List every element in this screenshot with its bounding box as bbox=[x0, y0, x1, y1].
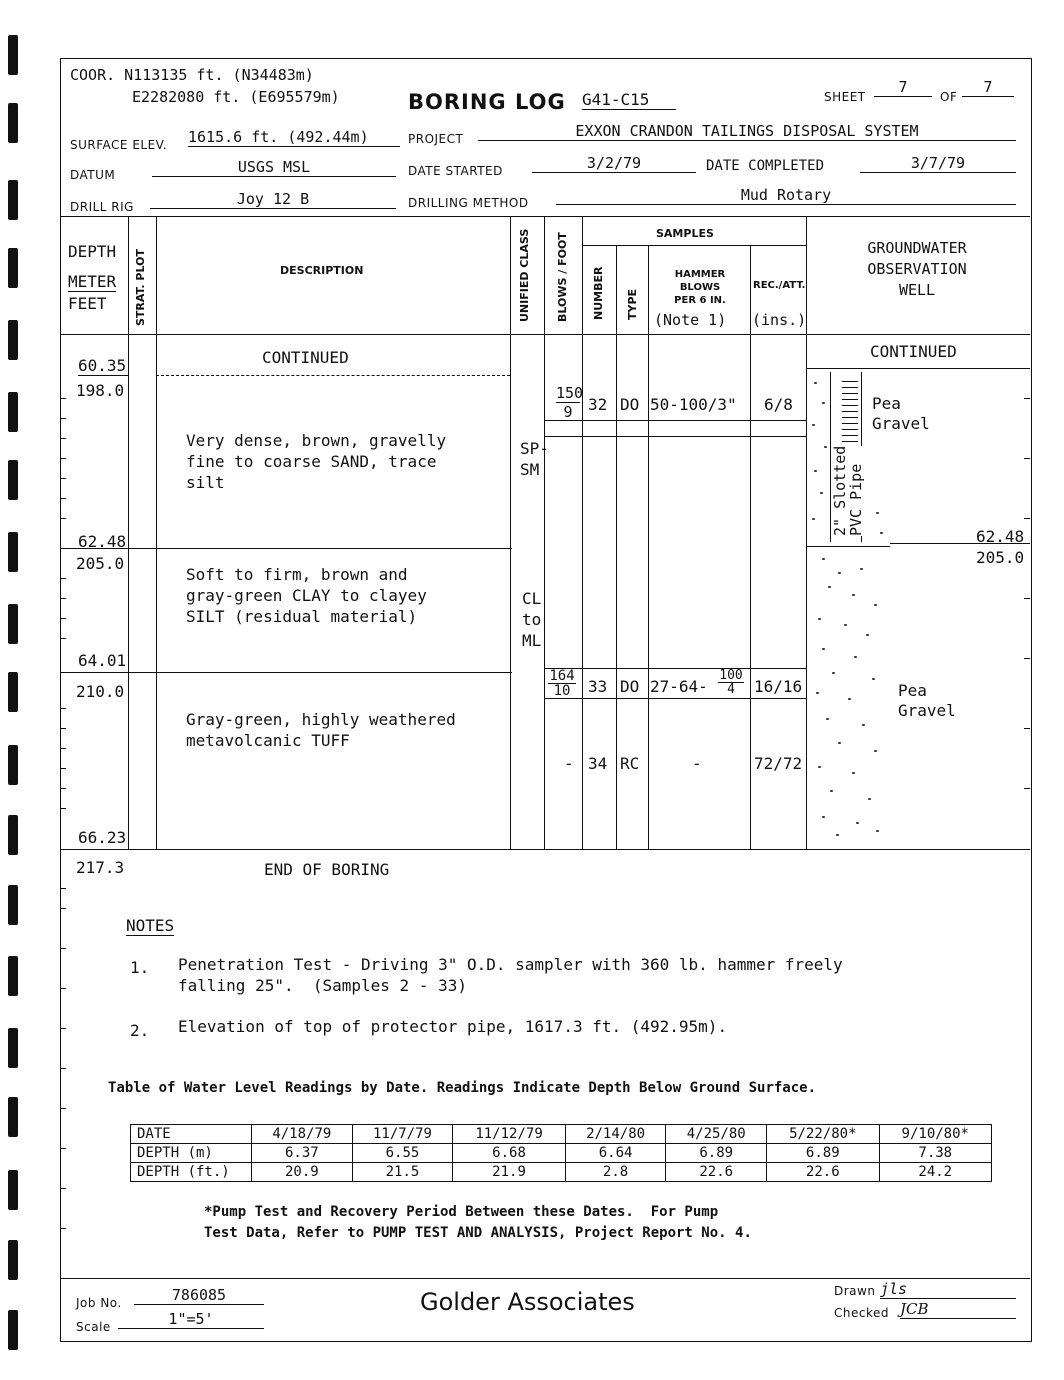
col-number: NUMBER bbox=[592, 266, 605, 320]
drilling-method-label: DRILLING METHOD bbox=[408, 196, 529, 210]
page-title: BORING LOG bbox=[408, 90, 566, 114]
sheet-number: 7 bbox=[874, 78, 932, 97]
sample32-blows-top: 150 bbox=[556, 384, 584, 402]
row-label: DATE bbox=[131, 1125, 252, 1144]
depth-60-35-m: 60.35 bbox=[78, 356, 127, 375]
table-cell: 11/12/79 bbox=[453, 1125, 565, 1144]
col-unified-class: UNIFIED CLASS bbox=[518, 228, 531, 322]
col-depth: DEPTH bbox=[68, 242, 117, 261]
depth-210-ft: 210.0 bbox=[76, 682, 125, 701]
water-table-footnote: *Pump Test and Recovery Period Between these Dates. For Pump Test Data, Refer to PUMP TEST AND ANALYSIS, Project Report No. 4. bbox=[204, 1204, 752, 1241]
sample33-hammer: 27-64- bbox=[650, 677, 708, 696]
table-cell: 4/18/79 bbox=[252, 1125, 353, 1144]
depth-66-23-m: 66.23 bbox=[78, 828, 127, 847]
sheet-label: SHEET bbox=[824, 90, 866, 104]
sample32-hammer: 50-100/3" bbox=[650, 395, 737, 414]
note2-text: Elevation of top of protector pipe, 1617.3 ft. (492.95m). bbox=[178, 1017, 728, 1036]
drill-rig-label: DRILL RIG bbox=[70, 200, 134, 214]
sample32-blows-bottom: 9 bbox=[563, 403, 573, 421]
table-cell: 6.37 bbox=[252, 1144, 353, 1163]
sample34-rec: 72/72 bbox=[754, 754, 803, 773]
table-cell: 7.38 bbox=[879, 1144, 992, 1163]
scale-value: 1"=5' bbox=[118, 1310, 264, 1329]
sample33-type: DO bbox=[620, 677, 640, 696]
sample33-blows-top: 164 bbox=[549, 668, 575, 684]
well-pipe-label: 2" Slotted PVC Pipe bbox=[831, 445, 865, 536]
water-level-table bbox=[130, 1124, 992, 1182]
coordinates-east: E2282080 ft. (E695579m) bbox=[132, 88, 340, 106]
job-number: 786085 bbox=[134, 1286, 264, 1305]
col-blows-per-foot: BLOWS / FOOT bbox=[556, 232, 569, 322]
continued-label: CONTINUED bbox=[262, 348, 349, 367]
col-feet: FEET bbox=[68, 294, 107, 313]
table-cell: 22.6 bbox=[767, 1163, 879, 1182]
col-description: DESCRIPTION bbox=[280, 264, 364, 277]
sample33-blows bbox=[548, 669, 576, 698]
sample33-number: 33 bbox=[588, 677, 608, 696]
drawn-value: jls bbox=[880, 1280, 1016, 1299]
table-cell: 21.9 bbox=[453, 1163, 565, 1182]
col-strat-plot: STRAT. PLOT bbox=[134, 249, 147, 326]
well-depth-ft: 205.0 bbox=[976, 548, 1025, 567]
job-label: Job No. bbox=[76, 1296, 122, 1310]
of-label: OF bbox=[940, 90, 958, 104]
sample33-hammer-frac-top: 100 bbox=[719, 668, 743, 683]
sample33-blows-bottom: 10 bbox=[553, 683, 571, 699]
checked-value: JCB bbox=[900, 1300, 1016, 1319]
layer2-description: Soft to firm, brown and gray-green CLAY to clayey SILT (residual material) bbox=[186, 565, 427, 626]
sample33-rec: 16/16 bbox=[754, 677, 803, 696]
sample32-number: 32 bbox=[588, 395, 608, 414]
date-row bbox=[131, 1125, 992, 1144]
depth-64-01-m: 64.01 bbox=[78, 651, 127, 670]
table-cell: 6.89 bbox=[666, 1144, 767, 1163]
well-depth-m: 62.48 bbox=[976, 527, 1025, 546]
log-id: G41-C15 bbox=[582, 90, 676, 110]
col-hammer-blows: HAMMER BLOWS PER 6 IN. bbox=[674, 269, 726, 306]
drawn-label: Drawn bbox=[834, 1284, 876, 1298]
note1-text: Penetration Test - Driving 3" O.D. sampler with 360 lb. hammer freely falling 25". (Samples 2 - 33) bbox=[178, 955, 843, 995]
table-cell: 2.8 bbox=[565, 1163, 666, 1182]
sheet-total: 7 bbox=[962, 78, 1014, 97]
table-cell: 11/7/79 bbox=[352, 1125, 453, 1144]
depth-198-ft: 198.0 bbox=[76, 381, 125, 400]
depth-205-ft: 205.0 bbox=[76, 554, 125, 573]
datum-label: DATUM bbox=[70, 168, 116, 182]
checked-label: Checked bbox=[834, 1306, 889, 1320]
well-pea-gravel-2: Pea Gravel bbox=[898, 681, 956, 720]
end-of-boring: END OF BORING bbox=[264, 860, 390, 879]
project-label: PROJECT bbox=[408, 132, 464, 146]
table-cell: 2/14/80 bbox=[565, 1125, 666, 1144]
table-cell: 22.6 bbox=[666, 1163, 767, 1182]
sample32-rec: 6/8 bbox=[764, 395, 793, 414]
sample34-blows: - bbox=[564, 754, 574, 773]
depth-62-48-m: 62.48 bbox=[78, 532, 127, 551]
layer1-description: Very dense, brown, gravelly fine to coarse SAND, trace silt bbox=[186, 431, 447, 492]
table-cell: 6.55 bbox=[352, 1144, 453, 1163]
sample34-number: 34 bbox=[588, 754, 608, 773]
surface-elev-value: 1615.6 ft. (492.44m) bbox=[188, 128, 400, 147]
sample34-hammer: - bbox=[692, 754, 702, 773]
depth-m-row bbox=[131, 1144, 992, 1163]
sample32-blows bbox=[556, 384, 584, 421]
table-cell: 9/10/80* bbox=[879, 1125, 992, 1144]
surface-elev-label: SURFACE ELEV. bbox=[70, 138, 168, 152]
col-note1: (Note 1) bbox=[654, 311, 727, 329]
table-cell: 21.5 bbox=[352, 1163, 453, 1182]
layer1-class: SP- SM bbox=[520, 439, 549, 479]
date-started-label: DATE STARTED bbox=[408, 164, 503, 178]
date-started-value: 3/2/79 bbox=[532, 154, 696, 173]
continued-dash-line bbox=[156, 375, 510, 376]
table-cell: 5/22/80* bbox=[767, 1125, 879, 1144]
table-cell: 6.68 bbox=[453, 1144, 565, 1163]
row-label: DEPTH (m) bbox=[131, 1144, 252, 1163]
col-meter: METER bbox=[68, 272, 117, 291]
layer3-description: Gray-green, highly weathered metavolcanic TUFF bbox=[186, 710, 456, 750]
scale-label: Scale bbox=[76, 1320, 111, 1334]
col-type: TYPE bbox=[626, 288, 639, 320]
col-groundwater: GROUNDWATER OBSERVATION WELL bbox=[867, 239, 967, 299]
depth-217-3-ft: 217.3 bbox=[76, 858, 125, 877]
col-rec-att: REC./ATT. bbox=[753, 280, 806, 291]
table-cell: 6.89 bbox=[767, 1144, 879, 1163]
sample33-hammer-frac-bottom: 4 bbox=[727, 682, 735, 697]
date-completed-label: DATE COMPLETED bbox=[706, 158, 825, 174]
note2-number: 2. bbox=[130, 1021, 150, 1040]
well-pea-gravel-1: Pea Gravel bbox=[872, 394, 930, 433]
date-completed-value: 3/7/79 bbox=[860, 154, 1016, 173]
footer-separator bbox=[60, 1278, 1030, 1279]
col-samples: SAMPLES bbox=[656, 227, 714, 240]
well-continued: CONTINUED bbox=[870, 342, 957, 361]
drill-rig-value: Joy 12 B bbox=[150, 190, 396, 209]
notes-heading: NOTES bbox=[126, 916, 175, 935]
sample34-type: RC bbox=[620, 754, 640, 773]
note1-number: 1. bbox=[130, 958, 150, 977]
project-value: EXXON CRANDON TAILINGS DISPOSAL SYSTEM bbox=[478, 122, 1016, 141]
table-cell: 4/25/80 bbox=[666, 1125, 767, 1144]
table-cell: 6.64 bbox=[565, 1144, 666, 1163]
coordinates-north: COOR. N113135 ft. (N34483m) bbox=[70, 66, 314, 84]
sample33-hammer-frac bbox=[718, 669, 744, 696]
depth-ft-row bbox=[131, 1163, 992, 1182]
water-table-caption: Table of Water Level Readings by Date. Readings Indicate Depth Below Ground Surface. bbox=[108, 1080, 817, 1096]
col-rec-att-units: (ins.) bbox=[752, 311, 807, 329]
company-name: Golder Associates bbox=[420, 1288, 635, 1316]
table-cell: 24.2 bbox=[879, 1163, 992, 1182]
datum-value: USGS MSL bbox=[152, 158, 396, 177]
row-label: DEPTH (ft.) bbox=[131, 1163, 252, 1182]
layer2-class: CL to ML bbox=[522, 589, 542, 650]
drilling-method-value: Mud Rotary bbox=[556, 186, 1016, 205]
table-cell: 20.9 bbox=[252, 1163, 353, 1182]
sample32-type: DO bbox=[620, 395, 640, 414]
